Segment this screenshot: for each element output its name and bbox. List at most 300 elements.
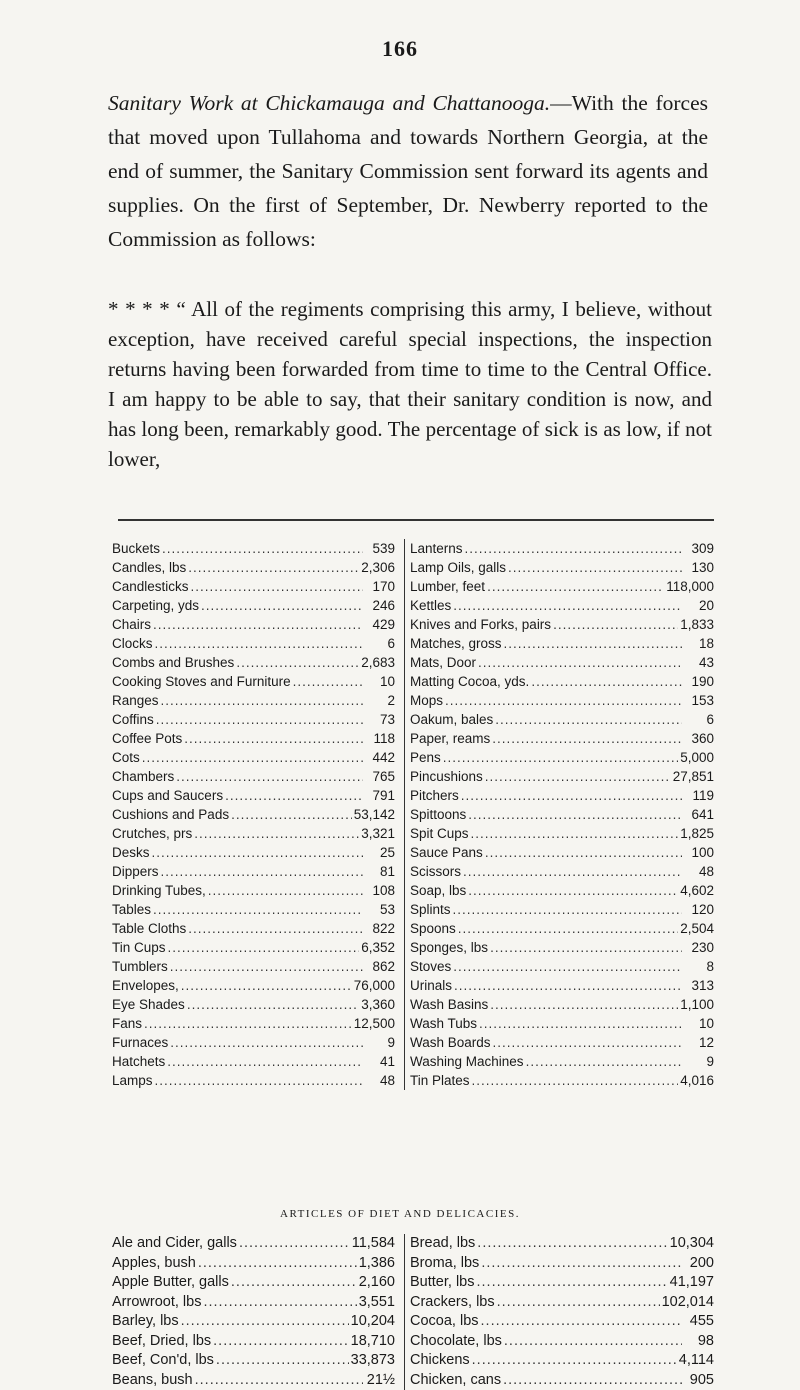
item-quantity: 53 bbox=[365, 900, 395, 919]
item-name: Pens bbox=[410, 748, 441, 767]
table-row bbox=[112, 558, 395, 577]
leader-dots bbox=[170, 1033, 363, 1052]
item-name: Cushions and Pads bbox=[112, 805, 229, 824]
item-quantity: 360 bbox=[684, 729, 714, 748]
table-row bbox=[112, 1273, 395, 1293]
item-name: Tin Plates bbox=[410, 1071, 470, 1090]
item-quantity: 48 bbox=[365, 1071, 395, 1090]
leader-dots bbox=[453, 957, 682, 976]
item-name: Crackers, lbs bbox=[410, 1293, 495, 1313]
item-name: Beef, Con'd, lbs bbox=[112, 1351, 214, 1371]
table-row bbox=[410, 862, 714, 881]
item-quantity: 6 bbox=[365, 634, 395, 653]
table-row bbox=[112, 710, 395, 729]
item-quantity: 3,360 bbox=[361, 995, 395, 1014]
leader-dots bbox=[453, 596, 682, 615]
leader-dots bbox=[162, 539, 363, 558]
table-row bbox=[410, 1293, 714, 1313]
table-row bbox=[112, 748, 395, 767]
leader-dots bbox=[198, 1254, 357, 1274]
table-row bbox=[410, 786, 714, 805]
item-quantity: 1,825 bbox=[680, 824, 714, 843]
table-row bbox=[112, 824, 395, 843]
item-quantity: 76,000 bbox=[354, 976, 395, 995]
item-quantity: 9 bbox=[684, 1052, 714, 1071]
item-name: Tables bbox=[112, 900, 151, 919]
table-row bbox=[410, 1332, 714, 1352]
leader-dots bbox=[225, 786, 363, 805]
item-quantity: 442 bbox=[365, 748, 395, 767]
item-name: Spoons bbox=[410, 919, 456, 938]
leader-dots bbox=[153, 615, 363, 634]
item-name: Matches, gross bbox=[410, 634, 502, 653]
item-quantity: 641 bbox=[684, 805, 714, 824]
item-quantity: 862 bbox=[365, 957, 395, 976]
table-row bbox=[112, 1052, 395, 1071]
item-quantity: 12,500 bbox=[354, 1014, 395, 1033]
table-row bbox=[410, 957, 714, 976]
table-row bbox=[112, 1254, 395, 1274]
item-name: Beef, Dried, lbs bbox=[112, 1332, 211, 1352]
table-row bbox=[112, 976, 395, 995]
table-row bbox=[112, 862, 395, 881]
item-name: Cocoa, lbs bbox=[410, 1312, 479, 1332]
leader-dots bbox=[203, 1293, 356, 1313]
table-row bbox=[410, 1071, 714, 1090]
table-row bbox=[410, 1351, 714, 1371]
leader-dots bbox=[478, 653, 682, 672]
item-name: Broma, lbs bbox=[410, 1254, 479, 1274]
leader-dots bbox=[236, 653, 359, 672]
supplies-column-right bbox=[404, 539, 714, 1090]
item-quantity: 10 bbox=[684, 1014, 714, 1033]
item-name: Knives and Forks, pairs bbox=[410, 615, 551, 634]
item-name: Cups and Saucers bbox=[112, 786, 223, 805]
item-quantity: 27,851 bbox=[673, 767, 714, 786]
item-name: Kettles bbox=[410, 596, 451, 615]
item-quantity: 81 bbox=[365, 862, 395, 881]
leader-dots bbox=[170, 957, 363, 976]
leader-dots bbox=[481, 1254, 682, 1274]
item-quantity: 10 bbox=[365, 672, 395, 691]
item-name: Spittoons bbox=[410, 805, 466, 824]
table-row bbox=[410, 881, 714, 900]
table-row bbox=[112, 881, 395, 900]
item-quantity: 2,683 bbox=[361, 653, 395, 672]
table-row bbox=[112, 995, 395, 1014]
leader-dots bbox=[503, 1371, 682, 1390]
item-quantity: 18 bbox=[684, 634, 714, 653]
table-row bbox=[410, 710, 714, 729]
quoted-report: * * * * “ All of the regiments comprising this army, I believe, without exception, have received careful special inspections, the inspection returns having been forwarded from time to time to the Central Office. I am happy to be able to say, that their sanitary condition is now, and has long been, remarkably good. The percentage of sick is as low, if not lower, bbox=[108, 294, 712, 474]
leader-dots bbox=[453, 900, 682, 919]
leader-dots bbox=[468, 881, 678, 900]
leader-dots bbox=[168, 938, 360, 957]
item-name: Coffee Pots bbox=[112, 729, 182, 748]
table-row bbox=[410, 596, 714, 615]
item-quantity: 10,304 bbox=[670, 1234, 714, 1254]
item-name: Eye Shades bbox=[112, 995, 185, 1014]
table-row bbox=[410, 615, 714, 634]
item-name: Crutches, prs bbox=[112, 824, 192, 843]
table-row bbox=[112, 1351, 395, 1371]
leader-dots bbox=[458, 919, 678, 938]
leader-dots bbox=[531, 672, 682, 691]
leader-dots bbox=[476, 1273, 667, 1293]
table-row bbox=[410, 805, 714, 824]
item-quantity: 1,833 bbox=[680, 615, 714, 634]
leader-dots bbox=[161, 691, 363, 710]
item-name: Apples, bush bbox=[112, 1254, 196, 1274]
item-quantity: 43 bbox=[684, 653, 714, 672]
section-heading-italic: Sanitary Work at Chickamauga and Chattanooga. bbox=[108, 91, 550, 115]
item-quantity: 6 bbox=[684, 710, 714, 729]
item-quantity: 905 bbox=[684, 1371, 714, 1390]
leader-dots bbox=[471, 824, 679, 843]
diet-heading: ARTICLES OF DIET AND DELICACIES. bbox=[0, 1208, 800, 1220]
item-name: Drinking Tubes, bbox=[112, 881, 206, 900]
table-row bbox=[410, 1312, 714, 1332]
table-row bbox=[112, 919, 395, 938]
item-name: Mops bbox=[410, 691, 443, 710]
item-quantity: 119 bbox=[684, 786, 714, 805]
table-row bbox=[112, 1332, 395, 1352]
leader-dots bbox=[184, 729, 363, 748]
leader-dots bbox=[181, 976, 352, 995]
table-row bbox=[112, 653, 395, 672]
item-name: Matting Cocoa, yds. bbox=[410, 672, 529, 691]
item-quantity: 313 bbox=[684, 976, 714, 995]
item-quantity: 2,306 bbox=[361, 558, 395, 577]
table-row bbox=[112, 1014, 395, 1033]
leader-dots bbox=[195, 1371, 363, 1390]
item-quantity: 9 bbox=[365, 1033, 395, 1052]
table-row bbox=[112, 786, 395, 805]
item-quantity: 6,352 bbox=[361, 938, 395, 957]
item-name: Wash Tubs bbox=[410, 1014, 477, 1033]
item-name: Chocolate, lbs bbox=[410, 1332, 502, 1352]
leader-dots bbox=[231, 1273, 357, 1293]
item-quantity: 1,100 bbox=[680, 995, 714, 1014]
leader-dots bbox=[208, 881, 363, 900]
table-row bbox=[410, 691, 714, 710]
leader-dots bbox=[504, 634, 682, 653]
leader-dots bbox=[479, 1014, 682, 1033]
item-name: Candles, lbs bbox=[112, 558, 186, 577]
supplies-column-left bbox=[112, 539, 395, 1090]
item-quantity: 2,504 bbox=[680, 919, 714, 938]
item-quantity: 309 bbox=[684, 539, 714, 558]
leader-dots bbox=[194, 824, 359, 843]
item-quantity: 118,000 bbox=[666, 577, 714, 596]
leader-dots bbox=[152, 843, 363, 862]
table-row bbox=[112, 615, 395, 634]
leader-dots bbox=[492, 729, 682, 748]
item-quantity: 822 bbox=[365, 919, 395, 938]
table-row bbox=[410, 995, 714, 1014]
leader-dots bbox=[443, 748, 678, 767]
table-row bbox=[410, 1273, 714, 1293]
table-row bbox=[112, 1033, 395, 1052]
item-quantity: 118 bbox=[365, 729, 395, 748]
table-row bbox=[410, 558, 714, 577]
item-name: Splints bbox=[410, 900, 451, 919]
table-row bbox=[410, 1033, 714, 1052]
leader-dots bbox=[176, 767, 363, 786]
leader-dots bbox=[461, 786, 682, 805]
item-name: Paper, reams bbox=[410, 729, 490, 748]
intro-text: —With the forces that moved upon Tullahoma and towards Northern Georgia, at the end of summer, the Sanitary Commission sent forward its agents and supplies. On the first of September, Dr. Newberry reported to the Commission as follows: bbox=[108, 91, 708, 251]
item-quantity: 108 bbox=[365, 881, 395, 900]
item-quantity: 41,197 bbox=[670, 1273, 714, 1293]
item-quantity: 21½ bbox=[365, 1371, 395, 1390]
item-name: Wash Basins bbox=[410, 995, 488, 1014]
item-name: Furnaces bbox=[112, 1033, 168, 1052]
table-row bbox=[112, 900, 395, 919]
item-quantity: 11,584 bbox=[352, 1234, 395, 1254]
item-name: Barley, lbs bbox=[112, 1312, 179, 1332]
leader-dots bbox=[144, 1014, 352, 1033]
table-row bbox=[410, 1254, 714, 1274]
item-name: Sauce Pans bbox=[410, 843, 483, 862]
table-row bbox=[112, 539, 395, 558]
item-name: Dippers bbox=[112, 862, 159, 881]
item-quantity: 3,551 bbox=[359, 1293, 395, 1313]
item-name: Ranges bbox=[112, 691, 159, 710]
table-row bbox=[410, 577, 714, 596]
item-name: Table Cloths bbox=[112, 919, 186, 938]
leader-dots bbox=[465, 539, 682, 558]
leader-dots bbox=[161, 862, 363, 881]
leader-dots bbox=[472, 1351, 677, 1371]
table-row bbox=[410, 729, 714, 748]
item-name: Candlesticks bbox=[112, 577, 189, 596]
item-name: Chairs bbox=[112, 615, 151, 634]
item-quantity: 10,204 bbox=[351, 1312, 395, 1332]
item-name: Chickens bbox=[410, 1351, 470, 1371]
table-row bbox=[410, 919, 714, 938]
item-name: Buckets bbox=[112, 539, 160, 558]
table-row bbox=[112, 729, 395, 748]
item-quantity: 230 bbox=[684, 938, 714, 957]
item-quantity: 2 bbox=[365, 691, 395, 710]
item-quantity: 765 bbox=[365, 767, 395, 786]
table-row bbox=[410, 1052, 714, 1071]
item-name: Arrowroot, lbs bbox=[112, 1293, 201, 1313]
leader-dots bbox=[490, 938, 682, 957]
item-name: Cots bbox=[112, 748, 140, 767]
item-quantity: 73 bbox=[365, 710, 395, 729]
item-quantity: 8 bbox=[684, 957, 714, 976]
leader-dots bbox=[201, 596, 363, 615]
item-quantity: 130 bbox=[684, 558, 714, 577]
table-row bbox=[410, 976, 714, 995]
leader-dots bbox=[156, 710, 363, 729]
item-name: Ale and Cider, galls bbox=[112, 1234, 237, 1254]
item-name: Mats, Door bbox=[410, 653, 476, 672]
table-row bbox=[410, 634, 714, 653]
leader-dots bbox=[239, 1234, 350, 1254]
intro-paragraph bbox=[108, 86, 708, 256]
page-number: 166 bbox=[0, 36, 800, 62]
item-name: Desks bbox=[112, 843, 150, 862]
item-quantity: 1,386 bbox=[359, 1254, 395, 1274]
leader-dots bbox=[445, 691, 682, 710]
item-name: Oakum, bales bbox=[410, 710, 493, 729]
item-name: Clocks bbox=[112, 634, 153, 653]
table-row bbox=[112, 938, 395, 957]
leader-dots bbox=[142, 748, 363, 767]
item-name: Lamp Oils, galls bbox=[410, 558, 506, 577]
leader-dots bbox=[213, 1332, 349, 1352]
item-name: Sponges, lbs bbox=[410, 938, 488, 957]
table-row bbox=[112, 957, 395, 976]
item-quantity: 4,114 bbox=[679, 1351, 714, 1371]
table-row bbox=[112, 596, 395, 615]
leader-dots bbox=[481, 1312, 682, 1332]
item-name: Urinals bbox=[410, 976, 452, 995]
leader-dots bbox=[508, 558, 682, 577]
table-row bbox=[112, 843, 395, 862]
leader-dots bbox=[485, 767, 671, 786]
table-row bbox=[112, 634, 395, 653]
item-name: Wash Boards bbox=[410, 1033, 491, 1052]
table-row bbox=[410, 539, 714, 558]
item-name: Coffins bbox=[112, 710, 154, 729]
leader-dots bbox=[188, 558, 359, 577]
table-row bbox=[410, 824, 714, 843]
leader-dots bbox=[153, 900, 363, 919]
leader-dots bbox=[526, 1052, 682, 1071]
item-quantity: 3,321 bbox=[361, 824, 395, 843]
item-name: Fans bbox=[112, 1014, 142, 1033]
item-quantity: 539 bbox=[365, 539, 395, 558]
item-name: Apple Butter, galls bbox=[112, 1273, 229, 1293]
item-quantity: 100 bbox=[684, 843, 714, 862]
leader-dots bbox=[187, 995, 359, 1014]
item-quantity: 120 bbox=[684, 900, 714, 919]
leader-dots bbox=[231, 805, 352, 824]
item-quantity: 25 bbox=[365, 843, 395, 862]
table-row bbox=[112, 1234, 395, 1254]
leader-dots bbox=[553, 615, 678, 634]
table-row bbox=[112, 1071, 395, 1090]
item-name: Combs and Brushes bbox=[112, 653, 234, 672]
leader-dots bbox=[181, 1312, 349, 1332]
item-name: Envelopes, bbox=[112, 976, 179, 995]
item-name: Spit Cups bbox=[410, 824, 469, 843]
leader-dots bbox=[490, 995, 678, 1014]
item-name: Hatchets bbox=[112, 1052, 165, 1071]
item-quantity: 98 bbox=[684, 1332, 714, 1352]
table-row bbox=[410, 843, 714, 862]
item-quantity: 18,710 bbox=[351, 1332, 395, 1352]
item-quantity: 5,000 bbox=[680, 748, 714, 767]
item-quantity: 190 bbox=[684, 672, 714, 691]
leader-dots bbox=[293, 672, 363, 691]
item-name: Soap, lbs bbox=[410, 881, 466, 900]
item-name: Washing Machines bbox=[410, 1052, 524, 1071]
table-row bbox=[410, 672, 714, 691]
table-row bbox=[112, 691, 395, 710]
leader-dots bbox=[487, 577, 664, 596]
item-name: Lamps bbox=[112, 1071, 153, 1090]
table-row bbox=[410, 1234, 714, 1254]
horizontal-rule bbox=[118, 519, 714, 521]
item-name: Butter, lbs bbox=[410, 1273, 474, 1293]
item-name: Bread, lbs bbox=[410, 1234, 475, 1254]
item-name: Beans, bush bbox=[112, 1371, 193, 1390]
leader-dots bbox=[493, 1033, 682, 1052]
leader-dots bbox=[495, 710, 682, 729]
leader-dots bbox=[463, 862, 682, 881]
item-quantity: 455 bbox=[684, 1312, 714, 1332]
table-row bbox=[410, 1014, 714, 1033]
leader-dots bbox=[468, 805, 682, 824]
leader-dots bbox=[155, 634, 363, 653]
item-quantity: 12 bbox=[684, 1033, 714, 1052]
table-row bbox=[410, 900, 714, 919]
table-row bbox=[112, 805, 395, 824]
item-name: Stoves bbox=[410, 957, 451, 976]
item-name: Cooking Stoves and Furniture bbox=[112, 672, 291, 691]
item-quantity: 429 bbox=[365, 615, 395, 634]
item-quantity: 246 bbox=[365, 596, 395, 615]
leader-dots bbox=[216, 1351, 349, 1371]
leader-dots bbox=[472, 1071, 679, 1090]
item-quantity: 33,873 bbox=[351, 1351, 395, 1371]
item-quantity: 4,016 bbox=[680, 1071, 714, 1090]
leader-dots bbox=[167, 1052, 363, 1071]
leader-dots bbox=[485, 843, 682, 862]
item-name: Chicken, cans bbox=[410, 1371, 501, 1390]
diet-column-right bbox=[404, 1234, 714, 1390]
table-row bbox=[410, 938, 714, 957]
table-row bbox=[410, 748, 714, 767]
table-row bbox=[112, 1312, 395, 1332]
item-quantity: 102,014 bbox=[662, 1293, 714, 1313]
item-name: Pitchers bbox=[410, 786, 459, 805]
item-quantity: 20 bbox=[684, 596, 714, 615]
table-row bbox=[410, 767, 714, 786]
item-name: Scissors bbox=[410, 862, 461, 881]
diet-column-left bbox=[112, 1234, 395, 1390]
table-row bbox=[112, 1371, 395, 1390]
item-name: Chambers bbox=[112, 767, 174, 786]
item-name: Carpeting, yds bbox=[112, 596, 199, 615]
item-name: Lanterns bbox=[410, 539, 463, 558]
item-quantity: 2,160 bbox=[359, 1273, 395, 1293]
item-name: Tin Cups bbox=[112, 938, 166, 957]
item-name: Lumber, feet bbox=[410, 577, 485, 596]
table-row bbox=[112, 577, 395, 596]
leader-dots bbox=[477, 1234, 667, 1254]
table-row bbox=[410, 1371, 714, 1390]
item-name: Pincushions bbox=[410, 767, 483, 786]
leader-dots bbox=[504, 1332, 682, 1352]
item-quantity: 4,602 bbox=[680, 881, 714, 900]
leader-dots bbox=[155, 1071, 363, 1090]
leader-dots bbox=[188, 919, 363, 938]
item-quantity: 48 bbox=[684, 862, 714, 881]
item-name: Tumblers bbox=[112, 957, 168, 976]
item-quantity: 53,142 bbox=[354, 805, 395, 824]
leader-dots bbox=[454, 976, 682, 995]
table-row bbox=[410, 653, 714, 672]
table-row bbox=[112, 767, 395, 786]
leader-dots bbox=[191, 577, 363, 596]
table-row bbox=[112, 1293, 395, 1313]
